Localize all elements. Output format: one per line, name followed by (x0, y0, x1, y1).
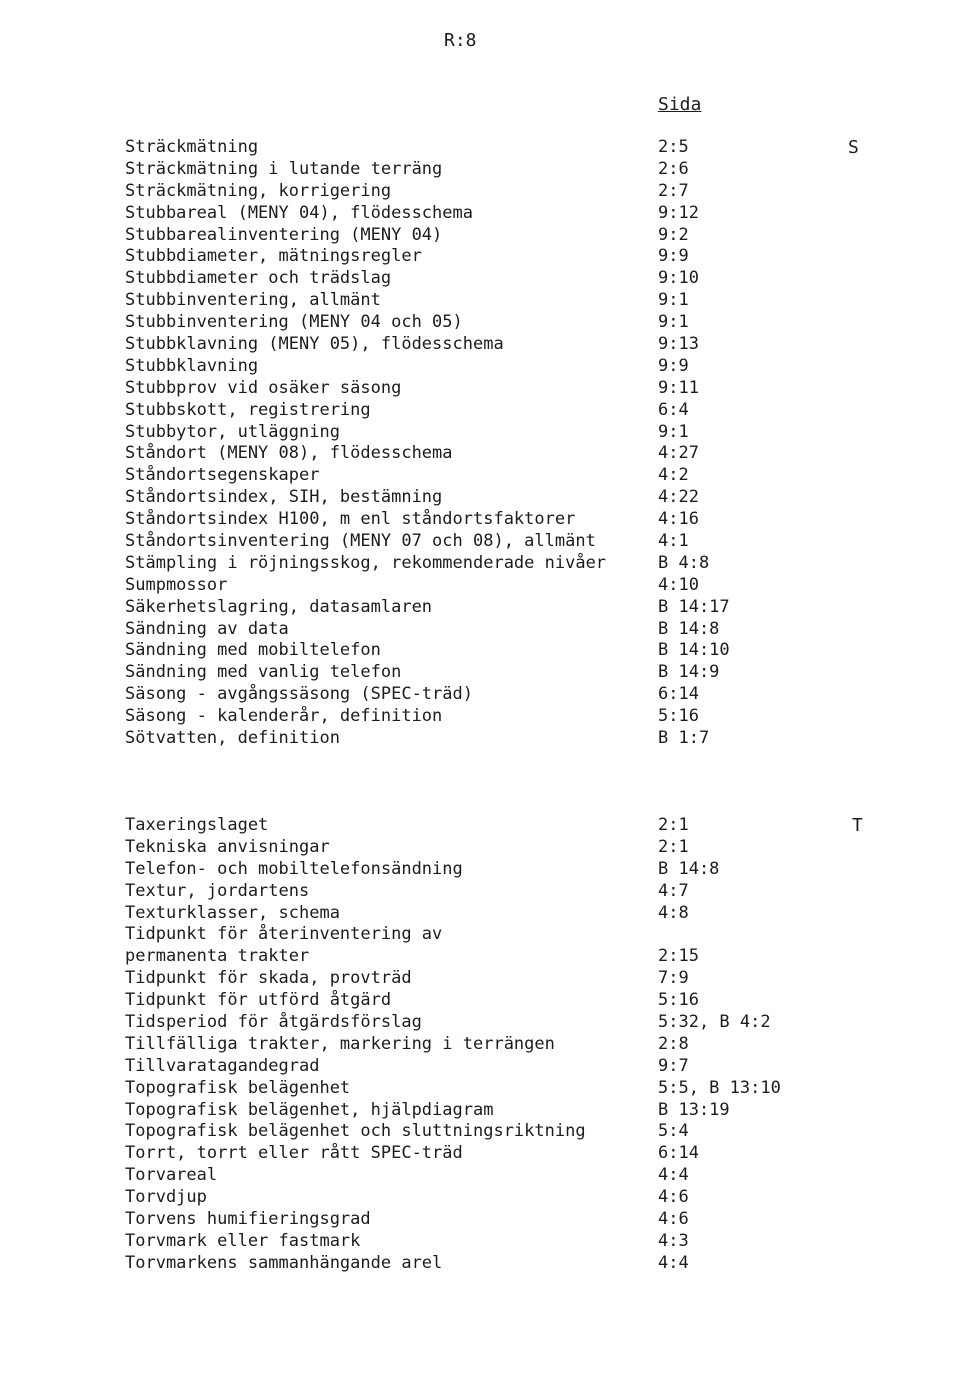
entry-page-ref: 5:16 (658, 990, 699, 1011)
entry-term: Sötvatten, definition (125, 728, 340, 749)
section-s-entries (125, 137, 815, 750)
entry-page-ref: 2:7 (658, 180, 689, 201)
section-t-entries (125, 815, 815, 1275)
index-entry (125, 137, 815, 159)
index-entry (125, 1165, 815, 1187)
entry-term: Stubbinventering, allmänt (125, 290, 381, 311)
index-entry (125, 1187, 815, 1209)
entry-page-ref: 9:9 (658, 246, 689, 267)
entry-page-ref: 9:1 (658, 421, 689, 442)
entry-page-ref: 4:4 (658, 1165, 689, 1186)
entry-term: Stubbskott, registrering (125, 399, 371, 420)
entry-page-ref: 7:9 (658, 968, 689, 989)
entry-term: Ståndortsinventering (MENY 07 och 08), allmänt (125, 531, 596, 552)
entry-term: Säkerhetslagring, datasamlaren (125, 596, 433, 617)
entry-page-ref: 9:1 (658, 290, 689, 311)
index-entry (125, 1121, 815, 1143)
index-entry (125, 465, 815, 487)
entry-term: Topografisk belägenhet och sluttningsriktning (125, 1121, 586, 1142)
entry-term: Sumpmossor (125, 574, 228, 595)
entry-term: Stubbarealinventering (MENY 04) (125, 224, 443, 245)
index-entry (125, 946, 815, 968)
index-entry (125, 990, 815, 1012)
entry-page-ref: B 13:19 (658, 1099, 730, 1120)
entry-term: Tekniska anvisningar (125, 836, 330, 857)
index-entry (125, 378, 815, 400)
entry-term: Säsong - kalenderår, definition (125, 706, 443, 727)
entry-page-ref: 9:2 (658, 224, 689, 245)
index-entry (125, 619, 815, 641)
entry-term: Stubbinventering (MENY 04 och 05) (125, 312, 463, 333)
entry-page-ref: B 14:8 (658, 858, 720, 879)
page-number: R:8 (444, 30, 477, 51)
entry-page-ref: B 14:9 (658, 662, 720, 683)
entry-page-ref: B 1:7 (658, 728, 710, 749)
entry-term: Ståndortsegenskaper (125, 465, 320, 486)
entry-page-ref: 2:8 (658, 1033, 689, 1054)
index-entry (125, 881, 815, 903)
entry-page-ref: 4:4 (658, 1252, 689, 1273)
entry-term: Telefon- och mobiltelefonsändning (125, 858, 463, 879)
entry-term: Sträckmätning i lutande terräng (125, 158, 443, 179)
entry-term: Sändning med vanlig telefon (125, 662, 402, 683)
index-entry (125, 268, 815, 290)
entry-term: Tidsperiod för åtgärdsförslag (125, 1012, 422, 1033)
index-entry (125, 553, 815, 575)
index-entry (125, 487, 815, 509)
entry-term: Torvdjup (125, 1187, 207, 1208)
entry-page-ref: 4:1 (658, 531, 689, 552)
entry-page-ref: 4:6 (658, 1209, 689, 1230)
index-entry (125, 815, 815, 837)
entry-page-ref: 9:11 (658, 377, 699, 398)
index-entry (125, 662, 815, 684)
entry-page-ref: 9:9 (658, 355, 689, 376)
index-entry (125, 924, 815, 946)
entry-term: Ståndort (MENY 08), flödesschema (125, 443, 453, 464)
index-entry (125, 334, 815, 356)
entry-page-ref: 4:2 (658, 465, 689, 486)
entry-page-ref: 2:15 (658, 946, 699, 967)
index-entry (125, 837, 815, 859)
entry-term: Sändning med mobiltelefon (125, 640, 381, 661)
entry-term: Tidpunkt för skada, provträd (125, 968, 412, 989)
index-entry (125, 684, 815, 706)
index-entry (125, 422, 815, 444)
section-letter-s: S (848, 137, 859, 158)
entry-term: Stämpling i röjningsskog, rekommenderade nivåer (125, 552, 607, 573)
entry-page-ref: 5:4 (658, 1121, 689, 1142)
index-entry (125, 597, 815, 619)
index-entry (125, 1253, 815, 1275)
index-entry (125, 1209, 815, 1231)
index-entry (125, 400, 815, 422)
entry-term: Stubbdiameter och trädslag (125, 268, 392, 289)
entry-page-ref: 4:8 (658, 902, 689, 923)
index-entry (125, 640, 815, 662)
index-entry (125, 290, 815, 312)
entry-page-ref: 2:6 (658, 158, 689, 179)
index-entry (125, 1012, 815, 1034)
entry-term: Sändning av data (125, 618, 289, 639)
entry-page-ref: 9:13 (658, 334, 699, 355)
entry-page-ref: 4:6 (658, 1187, 689, 1208)
entry-term: Stubbdiameter, mätningsregler (125, 246, 422, 267)
entry-page-ref: B 14:10 (658, 640, 730, 661)
column-header-sida: Sida (658, 94, 702, 115)
index-entry (125, 575, 815, 597)
entry-term: Texturklasser, schema (125, 902, 340, 923)
index-entry (125, 312, 815, 334)
entry-term: Torvmark eller fastmark (125, 1230, 361, 1251)
entry-page-ref: 9:10 (658, 268, 699, 289)
entry-term: Stubbklavning (125, 355, 259, 376)
entry-page-ref: 9:7 (658, 1055, 689, 1076)
entry-term: Textur, jordartens (125, 880, 310, 901)
entry-page-ref: 5:32, B 4:2 (658, 1012, 771, 1033)
entry-term: Taxeringslaget (125, 815, 269, 835)
entry-term: Ståndortsindex H100, m enl ståndortsfaktorer (125, 509, 576, 530)
entry-term: Stubbklavning (MENY 05), flödesschema (125, 334, 504, 355)
index-entry (125, 203, 815, 225)
entry-term: Tidpunkt för utförd åtgärd (125, 990, 392, 1011)
index-entry (125, 1078, 815, 1100)
entry-page-ref: 6:14 (658, 684, 699, 705)
entry-term: Stubbytor, utläggning (125, 421, 340, 442)
entry-term: permanenta trakter (125, 946, 310, 967)
entry-page-ref: 6:14 (658, 1143, 699, 1164)
index-entry (125, 246, 815, 268)
index-entry (125, 1056, 815, 1078)
entry-term: Sträckmätning (125, 137, 259, 157)
entry-page-ref: 6:4 (658, 399, 689, 420)
entry-term: Stubbprov vid osäker säsong (125, 377, 402, 398)
index-entry (125, 1100, 815, 1122)
entry-term: Tillvaratagandegrad (125, 1055, 320, 1076)
entry-term: Topografisk belägenhet, hjälpdiagram (125, 1099, 494, 1120)
entry-page-ref: 2:1 (658, 836, 689, 857)
entry-page-ref: 4:22 (658, 487, 699, 508)
index-entry (125, 859, 815, 881)
index-entry (125, 159, 815, 181)
entry-term: Stubbareal (MENY 04), flödesschema (125, 202, 473, 223)
index-entry (125, 1143, 815, 1165)
entry-page-ref: B 4:8 (658, 552, 710, 573)
index-entry (125, 1231, 815, 1253)
entry-page-ref: 4:7 (658, 880, 689, 901)
entry-term: Torvmarkens sammanhängande arel (125, 1252, 443, 1273)
entry-page-ref: 9:1 (658, 312, 689, 333)
index-entry (125, 1034, 815, 1056)
index-entry (125, 181, 815, 203)
index-entry (125, 225, 815, 247)
entry-term: Ståndortsindex, SIH, bestämning (125, 487, 443, 508)
entry-page-ref: 4:10 (658, 574, 699, 595)
index-entry (125, 728, 815, 750)
index-entry (125, 356, 815, 378)
entry-page-ref: 2:1 (658, 815, 689, 835)
entry-term: Torrt, torrt eller rått SPEC-träd (125, 1143, 463, 1164)
entry-page-ref: 4:3 (658, 1230, 689, 1251)
entry-page-ref: 5:16 (658, 706, 699, 727)
entry-term: Tidpunkt för återinventering av (125, 924, 443, 945)
entry-term: Säsong - avgångssäsong (SPEC-träd) (125, 684, 473, 705)
index-entry (125, 968, 815, 990)
index-entry (125, 903, 815, 925)
entry-page-ref: 4:16 (658, 509, 699, 530)
entry-page-ref: B 14:17 (658, 596, 730, 617)
entry-term: Tillfälliga trakter, markering i terrängen (125, 1033, 555, 1054)
entry-page-ref: 9:12 (658, 202, 699, 223)
index-entry (125, 509, 815, 531)
entry-term: Torvareal (125, 1165, 218, 1186)
entry-term: Torvens humifieringsgrad (125, 1209, 371, 1230)
entry-page-ref: 4:27 (658, 443, 699, 464)
entry-page-ref: B 14:8 (658, 618, 720, 639)
index-entry (125, 443, 815, 465)
entry-page-ref: 5:5, B 13:10 (658, 1077, 781, 1098)
entry-term: Sträckmätning, korrigering (125, 180, 392, 201)
index-entry (125, 706, 815, 728)
entry-term: Topografisk belägenhet (125, 1077, 351, 1098)
entry-page-ref: 2:5 (658, 137, 689, 157)
index-entry (125, 531, 815, 553)
section-letter-t: T (852, 815, 863, 836)
